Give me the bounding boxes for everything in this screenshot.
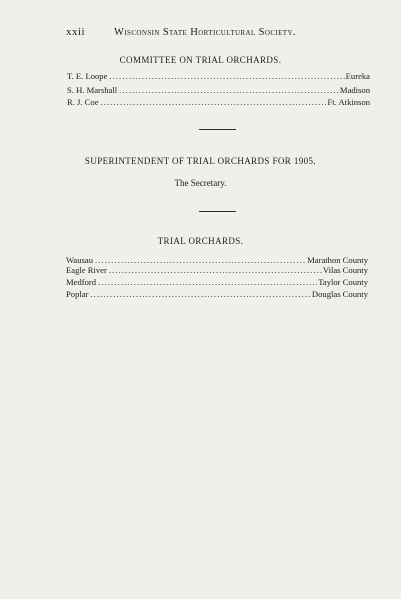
member-place: Ft. Atkinson [327, 97, 370, 107]
orchard-county: Marathon County [307, 255, 368, 265]
orchard-place: Medford [66, 277, 97, 287]
dot-leader [98, 277, 317, 288]
member-place: Eureka [345, 71, 370, 81]
orchard-place: Eagle River [66, 265, 107, 275]
orchard-county: Douglas County [311, 289, 368, 299]
orchard-row [66, 277, 368, 288]
committee-heading: COMMITTEE ON TRIAL ORCHARDS. [119, 55, 282, 65]
orchard-row [66, 289, 368, 300]
dot-leader [90, 289, 310, 300]
dot-leader [101, 97, 327, 108]
section-rule [199, 129, 236, 130]
member-name: S. H. Marshall [67, 85, 118, 95]
orchard-county: Vilas County [322, 265, 368, 275]
superintendent-heading: SUPERINTENDENT OF TRIAL ORCHARDS FOR 1905. [84, 156, 317, 166]
running-header [66, 26, 362, 38]
member-name: T. E. Loope [67, 71, 108, 81]
dot-leader [109, 265, 322, 276]
member-name: R. J. Coe [67, 97, 99, 107]
orchards-heading: TRIAL ORCHARDS. [157, 236, 244, 246]
running-title: Wisconsin State Horticultural Society. [114, 27, 296, 38]
orchard-place: Poplar [66, 289, 89, 299]
dot-leader [109, 71, 344, 82]
committee-row [67, 85, 370, 96]
orchard-row [66, 265, 368, 276]
orchard-county: Taylor County [318, 277, 368, 287]
section-rule [199, 211, 236, 212]
committee-row [67, 97, 370, 108]
committee-row [67, 71, 370, 82]
orchard-place: Wausau [66, 255, 93, 265]
member-place: Madison [339, 85, 370, 95]
page-number: xxii [66, 26, 86, 38]
superintendent-name: The Secretary. [174, 178, 227, 188]
dot-leader [119, 85, 339, 96]
